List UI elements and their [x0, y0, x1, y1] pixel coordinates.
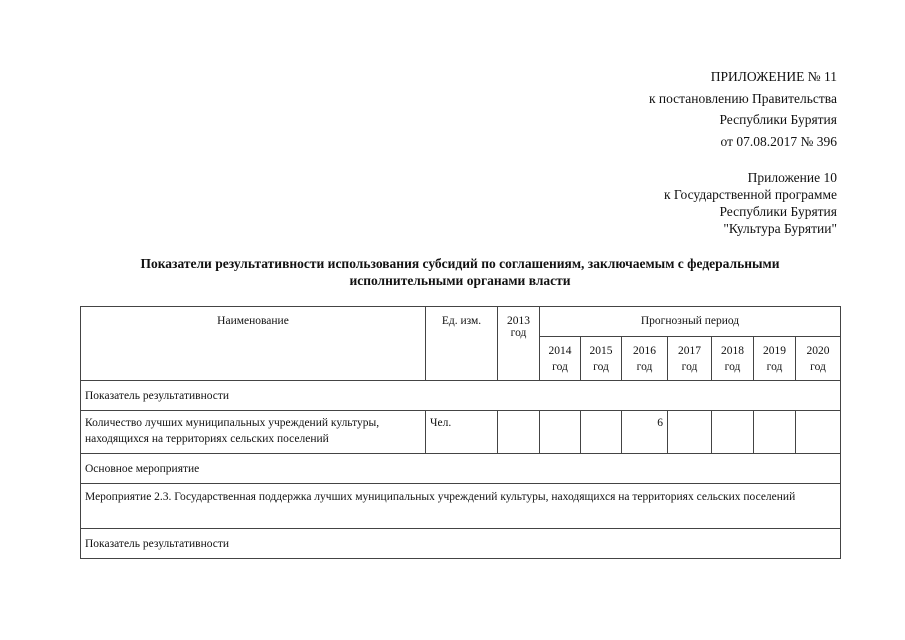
program-name: "Культура Бурятии"	[723, 221, 837, 236]
cell-2014	[540, 411, 581, 454]
year-label: год	[810, 361, 826, 373]
cell-2020	[796, 411, 841, 454]
header-year-2019	[754, 337, 796, 381]
section-indicator: Показатель результативности	[81, 381, 841, 411]
header-year-2016	[622, 337, 668, 381]
year-value: 2016	[633, 345, 656, 357]
header-year-2015	[581, 337, 622, 381]
cell-2016: 6	[622, 411, 668, 454]
cell-2018	[712, 411, 754, 454]
header-forecast: Прогнозный период	[540, 307, 841, 337]
header-year-2017	[668, 337, 712, 381]
government-name: Республики Бурятия	[719, 112, 837, 127]
year-value: 2019	[763, 345, 786, 357]
year-value: 2017	[678, 345, 701, 357]
program-republic: Республики Бурятия	[719, 204, 837, 219]
table-row	[81, 529, 841, 559]
title-line-2: исполнительными органами власти	[349, 273, 571, 288]
title-line-1: Показатели результативности использования субсидий по соглашениям, заключаемым с федеральными	[140, 256, 780, 271]
cell-2013	[498, 411, 540, 454]
cell-2019	[754, 411, 796, 454]
resolution-ref: к постановлению Правительства	[648, 90, 837, 106]
header-unit: Ед. изм.	[426, 307, 498, 381]
program-annex-number: Приложение 10	[747, 170, 837, 185]
indicators-table	[80, 306, 841, 559]
cell-2015	[581, 411, 622, 454]
year-label: год	[593, 361, 609, 373]
section-indicator: Показатель результативности	[81, 529, 841, 559]
table-row	[81, 381, 841, 411]
section-event-2-3: Мероприятие 2.3. Государственная поддержка лучших муниципальных учреждений культуры, находящихся на территориях сельских поселений	[81, 484, 841, 529]
header-year-2020	[796, 337, 841, 381]
year-value: 2020	[806, 345, 830, 357]
table-row	[81, 454, 841, 484]
program-ref: к Государственной программе	[663, 187, 837, 202]
year-label: год	[724, 361, 741, 373]
header-2013	[498, 307, 540, 381]
document-title	[80, 255, 840, 289]
cell-2017	[668, 411, 712, 454]
header-2013-year: 2013	[507, 315, 530, 327]
year-label: год	[766, 361, 783, 373]
resolution-date: от 07.08.2017 № 396	[720, 133, 837, 149]
row-unit: Чел.	[426, 411, 498, 454]
year-value: 2018	[721, 345, 744, 357]
annex-number: ПРИЛОЖЕНИЕ № 11	[710, 69, 837, 84]
program-annex	[664, 169, 837, 237]
header-2013-label: год	[510, 327, 527, 339]
year-value: 2015	[589, 345, 613, 357]
header-name: Наименование	[81, 307, 426, 381]
year-label: год	[681, 361, 698, 373]
header-year-2018	[712, 337, 754, 381]
document-header	[649, 66, 837, 152]
row-name: Количество лучших муниципальных учреждений культуры, находящихся на территориях сельских поселений	[81, 411, 426, 454]
year-value: 2014	[548, 345, 572, 357]
year-label: год	[552, 361, 568, 373]
header-year-2014	[540, 337, 581, 381]
table-row	[81, 484, 841, 529]
table-row	[81, 411, 841, 454]
year-label: год	[636, 361, 653, 373]
section-main-event: Основное мероприятие	[81, 454, 841, 484]
